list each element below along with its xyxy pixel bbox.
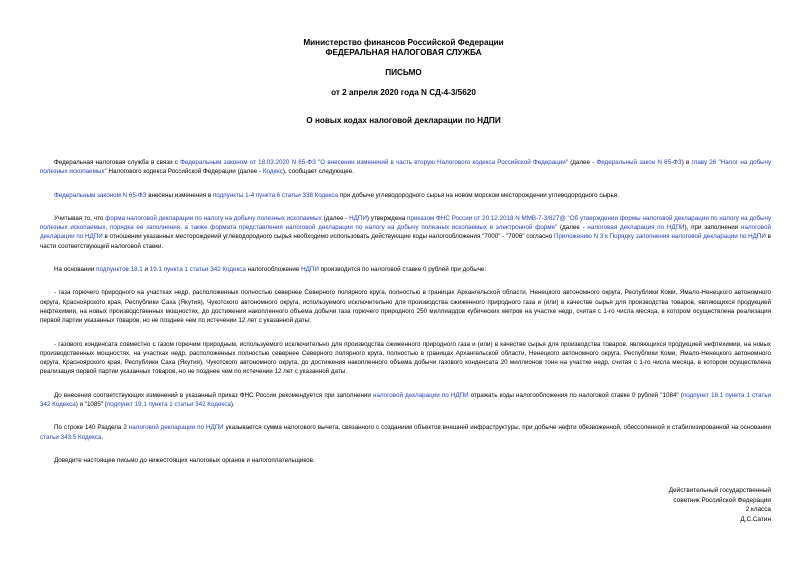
signature-title-line: Действительный государственный — [668, 487, 771, 494]
text: внесены изменения в — [146, 191, 213, 199]
ndpi-declaration-link[interactable]: налоговой декларации по НДПИ — [373, 391, 469, 399]
text: в отношении указанных месторождений углеводородного сырья необходимо использовать действующие коды налогообложения "7000" - "7006" согласно — [102, 233, 554, 241]
service-name: ФЕДЕРАЛЬНАЯ НАЛОГОВАЯ СЛУЖБА — [325, 48, 482, 57]
text: и — [142, 266, 150, 274]
text: отражать коды налогообложения по налоговой ставке 0 рублей "1084" ( — [468, 391, 683, 399]
paragraph-9 — [40, 456, 771, 465]
declaration-form-link[interactable]: форма налоговой декларации по налогу на добычу полезных ископаемых — [105, 214, 322, 222]
text: На основании — [54, 266, 97, 274]
text: - газа горючего природного на участках недр, расположенных полностью севернее Северного полярного круга, полностью в границах Архангельской области, Ненецкого автономного округа, Республики Коми, Ямало-Ненецкого автономного округа, Красноярского края, Республики Саха (Якутия), Чукотского автономного округа, используемого исключительно для производства сжиженного природного газа и (или) в качестве сырья для производства товаров, являющихся продукцией нефтехимии, на новых производственных мощностях, до достижения накопленного объема добычи газа горючего природного 250 миллиардов кубических метров на участке недр, считая с 1-го числа месяца, в котором осуществлена реализация первой партии указанных товаров, но не позднее чем по истечении 12 лет с указанной даты; — [40, 289, 771, 325]
text: ) и "1085" ( — [75, 401, 107, 409]
text: ), при заполнении — [684, 224, 742, 232]
fns-order-link[interactable]: приказом ФНС России от 20.12.2018 N ММВ-7-3/827@ "Об утверждении формы налоговой декларации по налогу на добычу полезных ископаемых, порядка ее заполнения, а также формата представления налоговой декларации по налогу на добычу полезных ископаемых в электронной форме" — [40, 214, 771, 232]
text: ) в — [681, 159, 692, 166]
paragraph-7 — [40, 391, 771, 410]
chapter-26-link[interactable]: главу 26 "Налог на добычу полезных ископаемых" — [40, 159, 772, 176]
text: Федеральная налоговая служба в связи с — [54, 159, 181, 166]
document-date-number: от 2 апреля 2020 года N СД-4-3/5620 — [331, 88, 476, 97]
paragraph-2 — [40, 191, 771, 200]
ndpi-declaration-link[interactable]: налоговая декларация по НДПИ — [587, 224, 685, 232]
text: Налогового кодекса Российской Федерации (далее - — [106, 168, 263, 176]
text: указывается сумма налогового вычета, связанного с созданием объектов внешней инфраструктуры, при добыче нефти обезвоженной, обессоленной и стабилизированной на основании — [223, 424, 771, 432]
text: ), сообщает следующее. — [282, 168, 354, 176]
ministry-name: Министерство финансов Российской Федерации — [303, 38, 504, 47]
text: (далее - — [567, 159, 597, 166]
text: производится по налоговой ставке 0 рублей при добыче: — [318, 266, 487, 274]
text: ). — [230, 401, 235, 409]
text: - газового конденсата совместно с газом горючим природным, используемого исключительно для производства сжиженного природного газа и (или) в качестве сырья для производства товаров, являющихся продукцией нефтехимии, на новых производственных мощностях, на участках недр, расположенных полностью севернее Северного полярного круга, полностью в границах Архангельской области, Ненецкого автономного округа, Республики Коми, Ямало-Ненецкого автономного округа, Красноярского края, Республики Саха (Якутия), Чукотского автономного округа, до достижения накопленного объема добычи газового конденсата 20 миллионов тонн на участке недр, считая с 1-го числа месяца, в котором осуществлена реализация первой партии указанных товаров, но не позднее чем по истечении 12 лет с указанной даты. — [40, 340, 771, 376]
text: в части соответствующей налоговой ставки. — [40, 233, 771, 250]
subparagraph-19-1-link[interactable]: подпункт 19.1 пункта 1 статьи 342 Кодекса — [106, 401, 231, 409]
ndpi-link[interactable]: НДПИ — [349, 214, 367, 222]
article-338-link[interactable]: подпункты 1-4 пункта 6 статьи 338 Кодекса — [212, 191, 339, 199]
ndpi-declaration-link[interactable]: налоговой декларации по НДПИ — [40, 224, 771, 241]
law-65-fz-link[interactable]: Федеральным законом N 65-ФЗ — [54, 191, 147, 199]
text: (далее - — [557, 224, 588, 232]
appendix-3-link[interactable]: Приложению N 3 к Порядку заполнения налоговой декларации по НДПИ — [553, 233, 766, 241]
text: (далее - — [321, 214, 350, 222]
signatory-name: Д.С.Сатин — [740, 515, 771, 523]
text: По строке 140 Раздела 2 — [54, 424, 129, 432]
subparagraph-18-1-link[interactable]: подпункт 18.1 пункта 1 статьи 342 Кодекса — [40, 391, 771, 409]
document-type: ПИСЬМО — [385, 68, 422, 77]
text: До внесения соответствующих изменений в указанный приказ ФНС России рекомендуется при заполнении — [54, 391, 374, 399]
paragraph-6 — [40, 340, 771, 377]
text: при добыче углеводородного сырья на новом морском месторождении углеводородного сырья. — [338, 191, 619, 199]
signature-class-line: 2 класса — [745, 506, 771, 514]
subparagraph-19-1-link[interactable]: 19.1 пункта 1 статьи 342 Кодекса — [149, 266, 246, 274]
law-65-fz-link[interactable]: Федеральным законом от 18.03.2020 N 65-ФЗ "О внесении изменений в часть вторую Налогового кодекса Российской Федерации" — [180, 159, 568, 166]
text: Учитывая то, что — [54, 214, 106, 222]
ndpi-link[interactable]: НДПИ — [301, 266, 319, 274]
ndpi-declaration-link[interactable]: налоговой декларации по НДПИ — [128, 424, 224, 432]
paragraph-8 — [40, 423, 771, 442]
paragraph-3 — [40, 214, 771, 251]
letter-body — [40, 158, 771, 479]
text: . — [101, 433, 104, 441]
article-343-5-link[interactable]: статьи 343.5 Кодекса — [40, 433, 102, 441]
code-link[interactable]: Кодекс — [262, 168, 283, 176]
document-subject: О новых кодах налоговой декларации по НДПИ — [306, 116, 501, 125]
paragraph-4 — [40, 265, 771, 274]
text: ) утверждена — [366, 214, 408, 222]
subparagraph-18-1-link[interactable]: подпунктов 18.1 — [96, 266, 143, 274]
text: Доведите настоящее письмо до нижестоящих налоговых органов и налогоплательщиков. — [54, 456, 315, 464]
signature-block — [560, 486, 771, 524]
signature-title-line: советник Российской Федерации — [673, 496, 771, 504]
text: налогообложение — [245, 266, 302, 274]
paragraph-5 — [40, 288, 771, 325]
paragraph-1 — [40, 158, 771, 177]
law-65-fz-short-link[interactable]: Федеральный закон N 65-ФЗ — [596, 159, 682, 166]
